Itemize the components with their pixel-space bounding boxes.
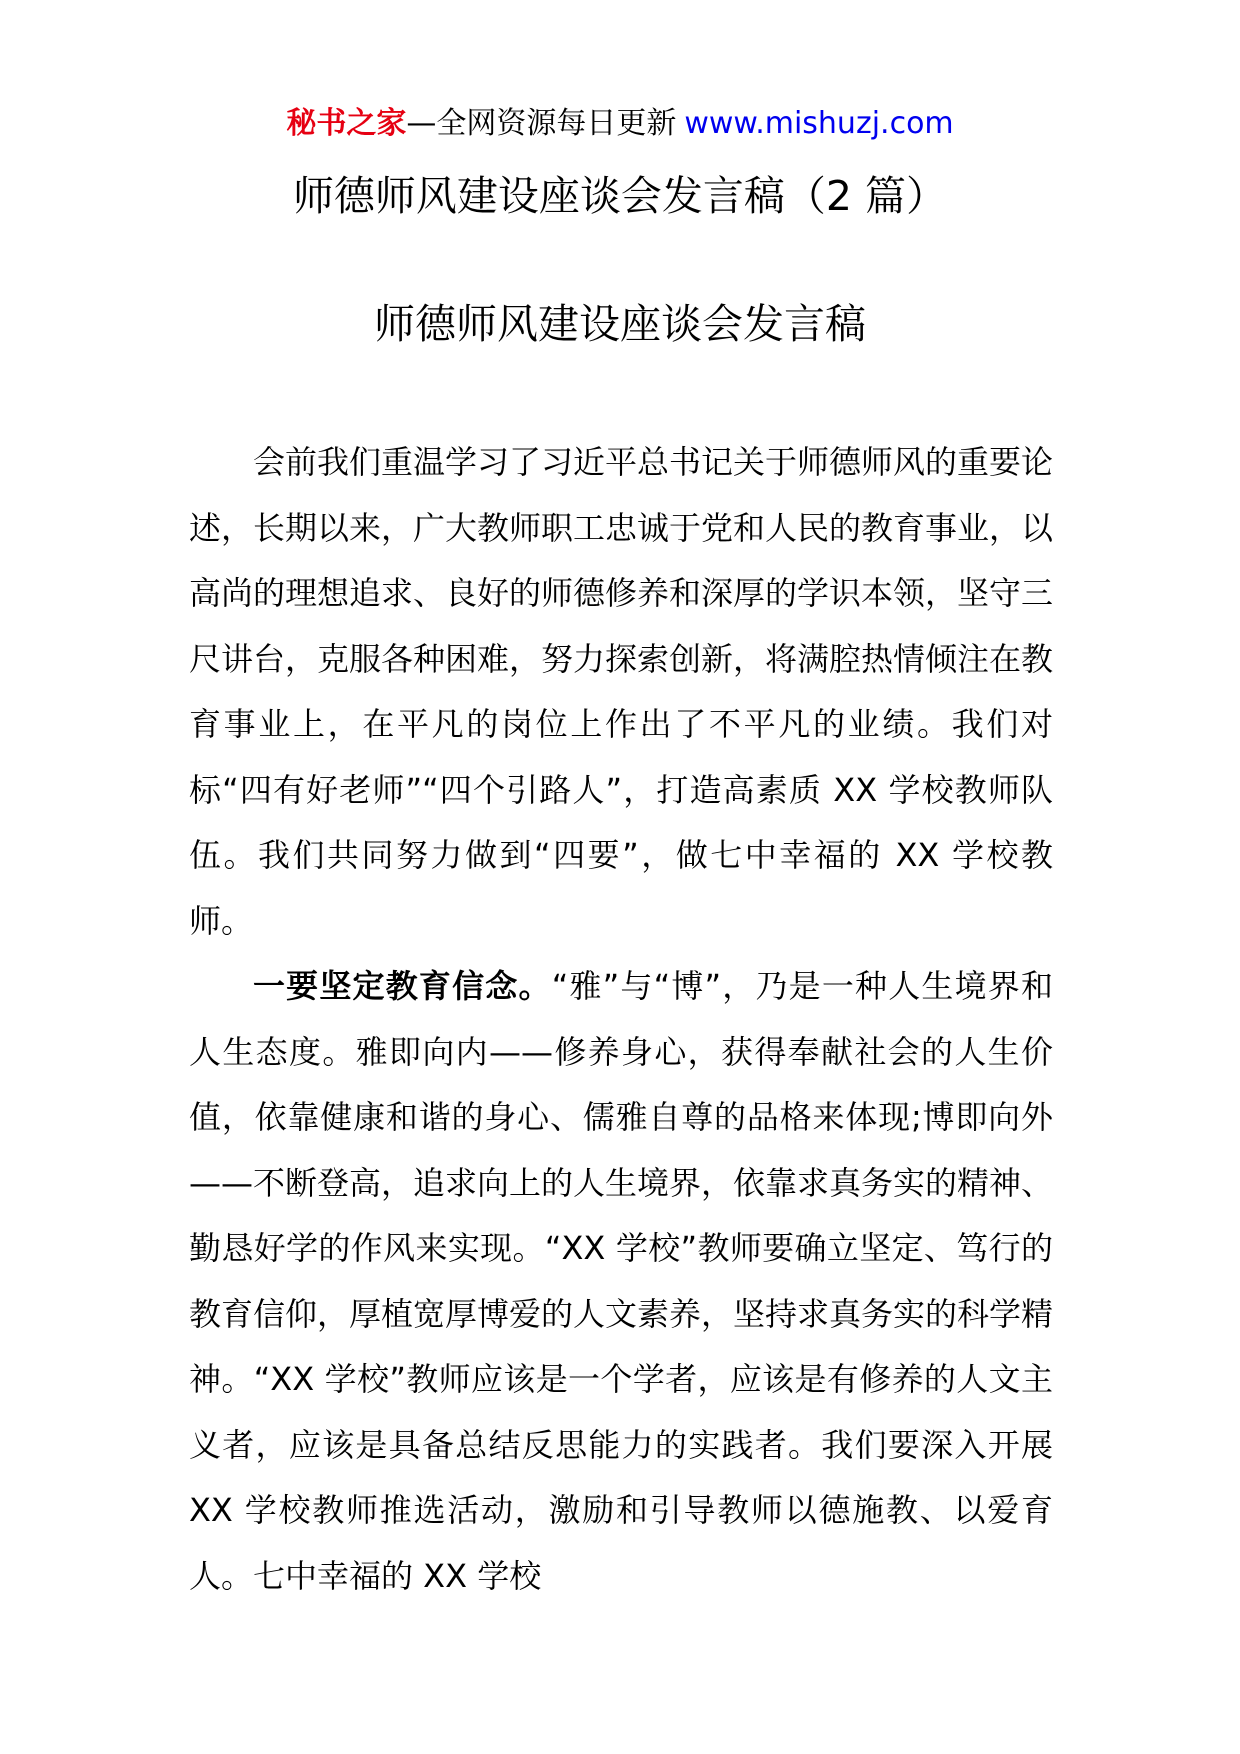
section-title: 师德师风建设座谈会发言稿 (374, 300, 866, 348)
paragraph-text: “雅”与“博”，乃是一种人生境界和人生态度。雅即向内——修养身心，获得奉献社会的人生价值，依靠健康和谐的身心、儒雅自尊的品格来体现;博即向外——不断登高，追求向上的人生境界，依靠求真务实的精神、勤恳好学的作风来实现。“XX 学校”教师要确立坚定、笃行的教育信仰，厚植宽厚博爱的人文素养，坚持求真务实的科学精神。“XX 学校”教师应该是一个学者，应该是有修养的人文主义者，应该是具备总结反思能力的实践者。我们要深入开展 XX 学校教师推选活动，激励和引导教师以德施教、以爱育人。七中幸福的 XX 学校 (189, 967, 1054, 1595)
site-slogan: —全网资源每日更新 (406, 106, 677, 141)
site-url-link[interactable]: www.mishuzj.com (684, 106, 954, 141)
document-title: 师德师风建设座谈会发言稿（2 篇） (292, 172, 948, 220)
paragraph-text: 会前我们重温学习了习近平总书记关于师德师风的重要论述，长期以来，广大教师职工忠诚于党和人民的教育事业，以高尚的理想追求、良好的师德修养和深厚的学识本领，坚守三尺讲台，克服各种困难，努力探索创新，将满腔热情倾注在教育事业上，在平凡的岗位上作出了不平凡的业绩。我们对标“四有好老师”“四个引路人”，打造高素质 XX 学校教师队伍。我们共同努力做到“四要”，做七中幸福的 XX 学校教师。 (189, 443, 1054, 940)
document-body (189, 430, 1053, 1609)
paragraph (189, 954, 1053, 1609)
site-brand: 秘书之家 (286, 106, 407, 141)
paragraph-lead: 一要坚定教育信念。 (253, 967, 552, 1005)
paragraph (189, 430, 1053, 954)
site-header (0, 104, 1240, 144)
